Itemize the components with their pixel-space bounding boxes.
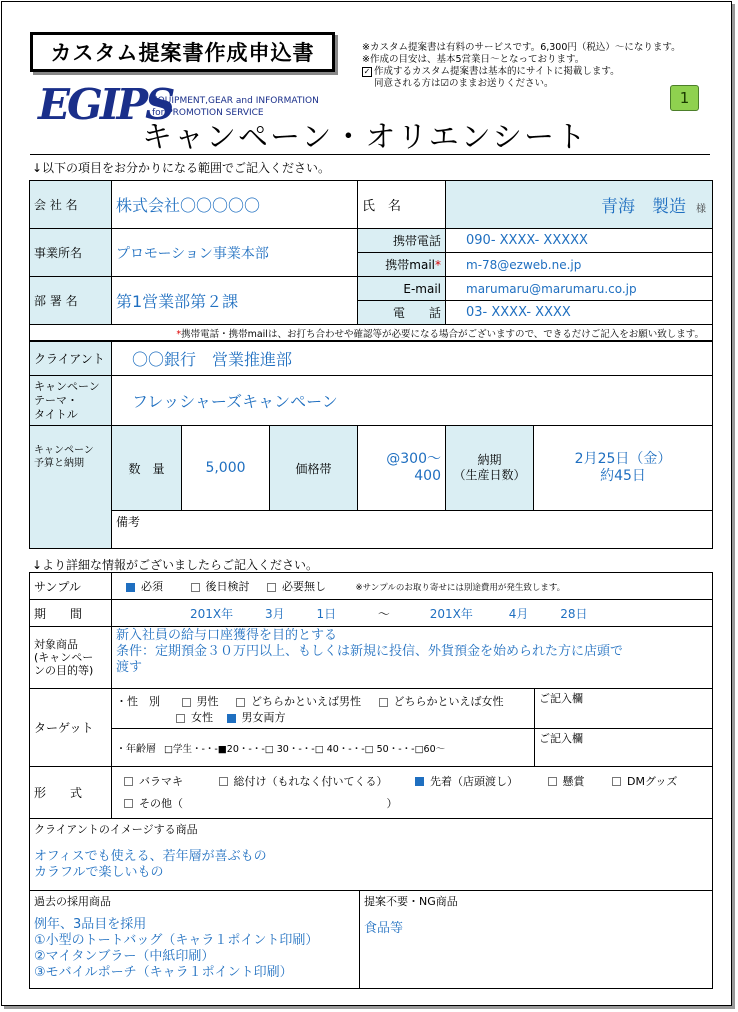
note-lead-time: ※作成の目安は、基本5営業日～となっております。 — [362, 54, 585, 65]
client-label: クライアント — [30, 342, 112, 376]
image-label: クライアントのイメージする商品 — [34, 823, 198, 836]
past-label: 過去の採用商品 — [34, 895, 111, 908]
period-field[interactable]: 201X年 3月 1日 ～ 201X年 4月 28日 — [112, 600, 713, 627]
gender-male[interactable]: 男性 — [180, 695, 219, 708]
theme-label: キャンペーン テーマ・ タイトル — [30, 376, 112, 426]
ng-label: 提案不要・NG商品 — [364, 895, 458, 908]
form-title: カスタム提案書作成申込書 — [30, 32, 335, 72]
gender-female[interactable]: 女性 — [174, 711, 213, 724]
note-fee: ※カスタム提案書は有料のサービスです。6,300円（税込）～になります。 — [362, 42, 681, 53]
company-field[interactable]: 株式会社〇〇〇〇〇 — [112, 181, 358, 229]
company-table — [29, 180, 713, 341]
target-label: ターゲット — [30, 689, 112, 767]
title-underline — [30, 154, 710, 155]
format-prize[interactable]: 懸賞 — [546, 775, 585, 788]
ng-value: 食品等 — [364, 921, 404, 936]
note-consent: 同意される方は☑のままお送りください。 — [374, 78, 554, 89]
office-label: 事業所名 — [30, 229, 112, 277]
name-label: 氏 名 — [358, 181, 446, 229]
format-label: 形 式 — [30, 767, 112, 819]
sample-none[interactable]: 必要無し — [265, 580, 326, 593]
budget-label: キャンペーン 予算と納期 — [30, 426, 112, 549]
format-scatter[interactable]: バラマキ — [122, 775, 183, 788]
image-field[interactable] — [30, 819, 713, 891]
sample-options — [112, 573, 713, 600]
product-field[interactable]: 新入社員の給与口座獲得を目的とする 条件：定期預金３０万円以上、もしくは新規に投信、外貨預金を始められた方に店頭で 渡す — [112, 627, 713, 689]
age-label: ・年齢層 — [116, 744, 156, 755]
format-first-come[interactable]: 先着（店頭渡し） — [413, 775, 518, 788]
product-label: 対象商品 (キャンペー ンの目的等) — [30, 627, 112, 689]
remarks-field[interactable] — [112, 511, 713, 549]
format-other[interactable]: その他（ — [122, 797, 183, 810]
header-notes — [362, 42, 732, 90]
qty-field[interactable]: 5,000 — [182, 426, 270, 511]
dept-label: 部 署 名 — [30, 277, 112, 325]
gender-rather-male[interactable]: どちらかといえば男性 — [234, 695, 361, 708]
past-products-field[interactable] — [30, 891, 360, 989]
campaign-table — [29, 341, 713, 549]
intro-text: ↓以下の項目をお分かりになる範囲でご記入ください。 — [32, 161, 331, 175]
client-field[interactable]: 〇〇銀行 営業推進部 — [112, 342, 713, 376]
format-premium[interactable]: 総付け（もれなく付いてくる） — [217, 775, 388, 788]
format-dm[interactable]: DMグッズ — [610, 775, 677, 788]
email-label: E-mail — [358, 277, 446, 301]
tel-label: 電 話 — [358, 301, 446, 325]
remarks-label: 備考 — [116, 515, 141, 529]
sample-later[interactable]: 後日検討 — [189, 580, 250, 593]
price-field[interactable]: @300～ 400 — [358, 426, 446, 511]
dept-field[interactable]: 第1営業部第２課 — [112, 277, 358, 325]
age-notes[interactable]: ご記入欄 — [535, 729, 713, 767]
egips-logo: EGIPS — [38, 80, 173, 129]
mobile-field[interactable]: 090- XXXX- XXXXX — [446, 229, 713, 253]
gender-both[interactable]: 男女両方 — [225, 711, 286, 724]
period-label: 期 間 — [30, 600, 112, 627]
sample-note: ※サンプルのお取り寄せには別途費用が発生致します。 — [355, 583, 566, 593]
sample-label: サンプル — [30, 573, 112, 600]
gender-rather-female[interactable]: どちらかといえば女性 — [377, 695, 504, 708]
price-label: 価格帯 — [270, 426, 358, 511]
format-options: バラマキ 総付け（もれなく付いてくる） 先着（店頭渡し） 懸賞 DMグッズ その他（ ） — [112, 767, 713, 819]
ng-products-field[interactable] — [360, 891, 713, 989]
contact-footnote: *携帯電話・携帯mailは、お打ち合わせや確認等が必要になる場合がございますので、できるだけご記入をお願い致します。 — [30, 325, 713, 341]
gender-notes[interactable]: ご記入欄 — [535, 689, 713, 729]
image-value: オフィスでも使える、若年層が喜ぶもの カラフルで楽しいもの — [34, 849, 267, 880]
age-options: □学生・‐・-■20・‐・-□ 30・‐・-□ 40・‐・-□ 50・‐・-□60～ — [164, 744, 446, 755]
detail-table — [29, 572, 713, 989]
tel-field[interactable]: 03- XXXX- XXXX — [446, 301, 713, 325]
logo-subtitle: EQUIPMENT,GEAR and INFORMATION for PROMOTION SERVICE — [152, 96, 319, 118]
mobilemail-label: 携帯mail* — [358, 253, 446, 277]
mobile-label: 携帯電話 — [358, 229, 446, 253]
past-value: 例年、3品目を採用 ①小型のトートバッグ（キャラ１ポイント印刷） ②マイタンブラー（中紙印刷） ③モバイルポーチ（キャラ１ポイント印刷） — [34, 917, 319, 980]
detail-intro: ↓より詳細な情報がございましたらご記入ください。 — [32, 558, 319, 572]
age-field[interactable] — [112, 729, 535, 767]
sample-required[interactable]: 必須 — [124, 580, 163, 593]
page-number-badge: 1 — [670, 85, 699, 111]
email-field[interactable]: marumaru@marumaru.co.jp — [446, 277, 713, 301]
deadline-field[interactable]: 2月25日（金） 約45日 — [534, 426, 713, 511]
gender-field — [112, 689, 535, 729]
office-field[interactable]: プロモーション事業本部 — [112, 229, 358, 277]
qty-label: 数 量 — [112, 426, 182, 511]
gender-label: ・性 別 — [116, 695, 160, 708]
mobilemail-field[interactable]: m-78@ezweb.ne.jp — [446, 253, 713, 277]
company-label: 会 社 名 — [30, 181, 112, 229]
deadline-label: 納期 （生産日数） — [446, 426, 534, 511]
theme-field[interactable]: フレッシャーズキャンペーン — [112, 376, 713, 426]
note-publish: ✓ 作成するカスタム提案書は基本的にサイトに掲載します。 — [363, 66, 620, 77]
sheet-title: キャンペーン・オリエンシート — [142, 120, 589, 155]
consent-checkbox[interactable]: ✓ — [363, 66, 371, 76]
name-field[interactable]: 青海 製造 様 — [446, 181, 713, 229]
